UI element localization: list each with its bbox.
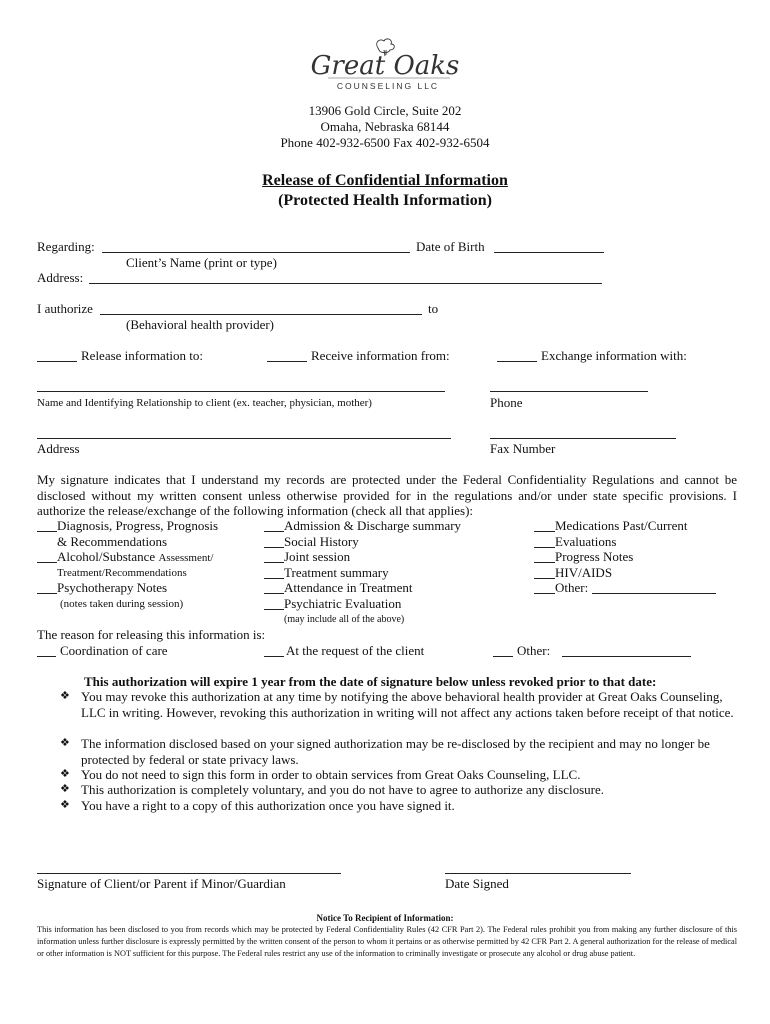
notice-heading: Notice To Recipient of Information:	[316, 913, 454, 923]
joint-session-checkbox[interactable]	[264, 562, 284, 563]
diagnosis-checkbox[interactable]	[37, 531, 57, 532]
regarding-label: Regarding:	[37, 239, 95, 254]
bullet-copy-right: ❖ You have a right to a copy of this authorization once you have signed it.	[60, 798, 455, 813]
diamond-bullet-icon: ❖	[60, 783, 70, 795]
notice-body: This information has been disclosed to you from records which may be protected by Federal Confidentiality Rules (42 CFR Part 2). The Federal rules prohibit you from making any further disclosure of this information unless further disclosure is expressly permitted by the written consent of the person to whom it pertains or as otherwise permitted by 42 CFR Part 2. A general authorization for the release of medical or other information is NOT sufficient for this purpose. The Federal rules restrict any use of the information to criminally investigate or prosecute any alcohol or drug abuse patient.	[37, 925, 737, 958]
form-subtitle: (Protected Health Information)	[278, 192, 492, 209]
checklist-hiv: HIV/AIDS	[555, 565, 613, 580]
address-label: Address:	[37, 270, 84, 285]
diamond-bullet-icon: ❖	[60, 799, 70, 811]
client-name-field[interactable]	[102, 252, 410, 253]
social-history-checkbox[interactable]	[264, 547, 284, 548]
logo-wordmark: Great Oaks	[310, 51, 460, 81]
treatment-summary-checkbox[interactable]	[264, 578, 284, 579]
recipient-address-field[interactable]	[37, 438, 451, 439]
address-line-2: Omaha, Nebraska 68144	[320, 119, 450, 134]
provider-caption: (Behavioral health provider)	[126, 317, 274, 332]
checklist-medications: Medications Past/Current	[555, 518, 688, 533]
checklist-social-history: Social History	[284, 534, 359, 549]
form-title: Release of Confidential Information	[262, 172, 508, 189]
alcohol-checkbox[interactable]	[37, 562, 57, 563]
provider-field[interactable]	[100, 314, 422, 315]
diamond-bullet-icon: ❖	[60, 737, 70, 749]
checklist-treatment-summary: Treatment summary	[284, 565, 389, 580]
checklist-diagnosis: Diagnosis, Progress, Prognosis	[57, 518, 219, 533]
recipient-name-field[interactable]	[37, 391, 445, 392]
checklist-attendance: Attendance in Treatment	[284, 580, 413, 595]
psychotherapy-checkbox[interactable]	[37, 593, 57, 594]
checklist-recommendations: & Recommendations	[57, 534, 168, 549]
reason-other-field[interactable]	[562, 656, 691, 657]
bullet-redisclosed: ❖ The information disclosed based on your signed authorization may be re-disclosed by the recipient and may no longer be protected by federal or state privacy laws.	[60, 736, 710, 767]
reason-other: Other:	[517, 643, 551, 658]
receive-from-checkbox[interactable]	[267, 361, 307, 362]
checklist-joint-session: Joint session	[284, 549, 351, 564]
company-logo	[300, 36, 470, 96]
diamond-bullet-icon: ❖	[60, 690, 70, 702]
diamond-bullet-icon: ❖	[60, 768, 70, 780]
address-line-1: 13906 Gold Circle, Suite 202	[308, 103, 462, 118]
date-signed-field[interactable]	[445, 873, 631, 874]
phone-caption: Phone	[490, 395, 523, 410]
attendance-checkbox[interactable]	[264, 593, 284, 594]
checklist-psychotherapy-note: (notes taken during session)	[60, 598, 184, 610]
checklist-psychiatric: Psychiatric Evaluation	[284, 596, 402, 611]
bullet-revoke: ❖ You may revoke this authorization at any time by notifying the above behavioral health provider at Great Oaks Counseling, LLC in writing. However, revoking this authorization in writing will not affect any actions taken before receipt of that notice.	[60, 689, 734, 720]
reason-label: The reason for releasing this information is:	[37, 627, 266, 642]
psychiatric-checkbox[interactable]	[264, 609, 284, 610]
fax-caption: Fax Number	[490, 441, 556, 456]
dob-label: Date of Birth	[416, 239, 485, 254]
medications-checkbox[interactable]	[534, 531, 555, 532]
exchange-with-label: Exchange information with:	[541, 348, 687, 363]
reason-coordination: Coordination of care	[60, 643, 168, 658]
recipient-phone-field[interactable]	[490, 391, 648, 392]
signature-field[interactable]	[37, 873, 341, 874]
checklist-treatment-recs: Treatment/Recommendations	[57, 567, 187, 579]
checklist-alcohol: Alcohol/Substance Assessment/	[57, 549, 214, 564]
progress-notes-checkbox[interactable]	[534, 562, 555, 563]
dob-field[interactable]	[494, 252, 604, 253]
expiry-heading: This authorization will expire 1 year from the date of signature below unless revoked prior to that date:	[84, 674, 657, 689]
address-caption: Address	[37, 441, 80, 456]
checklist-psychiatric-note: (may include all of the above)	[284, 614, 405, 625]
authorize-label: I authorize	[37, 301, 93, 316]
date-signed-label: Date Signed	[445, 876, 509, 891]
release-to-checkbox[interactable]	[37, 361, 77, 362]
checklist-evaluations: Evaluations	[555, 534, 617, 549]
signature-label: Signature of Client/or Parent if Minor/Guardian	[37, 876, 286, 891]
checklist-other: Other:	[555, 580, 589, 595]
bullet-no-sign-required: ❖ You do not need to sign this form in order to obtain services from Great Oaks Counseling, LLC.	[60, 767, 581, 782]
coordination-checkbox[interactable]	[37, 656, 56, 657]
other-detail-field[interactable]	[592, 593, 716, 594]
other-checkbox[interactable]	[534, 593, 555, 594]
checklist-admission: Admission & Discharge summary	[284, 518, 462, 533]
receive-from-label: Receive information from:	[311, 348, 450, 363]
address-field[interactable]	[89, 283, 602, 284]
bullet-voluntary: ❖ This authorization is completely voluntary, and you do not have to agree to authorize any disclosure.	[60, 782, 604, 797]
to-label: to	[428, 301, 439, 316]
evaluations-checkbox[interactable]	[534, 547, 555, 548]
recipient-fax-field[interactable]	[490, 438, 676, 439]
exchange-with-checkbox[interactable]	[497, 361, 537, 362]
oak-tree-logo-icon	[300, 36, 470, 96]
consent-paragraph: My signature indicates that I understand my records are protected under the Federal Confidentiality Regulations and cannot be disclosed without my written consent unless otherwise provided for in the regulations and/or under state specific provisions. I authorize the release/exchange of the following information (check all that applies):	[37, 472, 737, 518]
client-name-caption: Client’s Name (print or type)	[126, 255, 277, 270]
hiv-checkbox[interactable]	[534, 578, 555, 579]
reason-client-request: At the request of the client	[286, 643, 425, 658]
phone-fax: Phone 402-932-6500 Fax 402-932-6504	[280, 135, 490, 150]
checklist-psychotherapy: Psychotherapy Notes	[57, 580, 168, 595]
reason-other-checkbox[interactable]	[493, 656, 513, 657]
release-to-label: Release information to:	[81, 348, 204, 363]
checklist-progress-notes: Progress Notes	[555, 549, 634, 564]
client-request-checkbox[interactable]	[264, 656, 284, 657]
logo-subtitle: COUNSELING LLC	[336, 81, 440, 91]
admission-checkbox[interactable]	[264, 531, 284, 532]
name-relationship-caption: Name and Identifying Relationship to client (ex. teacher, physician, mother)	[37, 397, 372, 409]
